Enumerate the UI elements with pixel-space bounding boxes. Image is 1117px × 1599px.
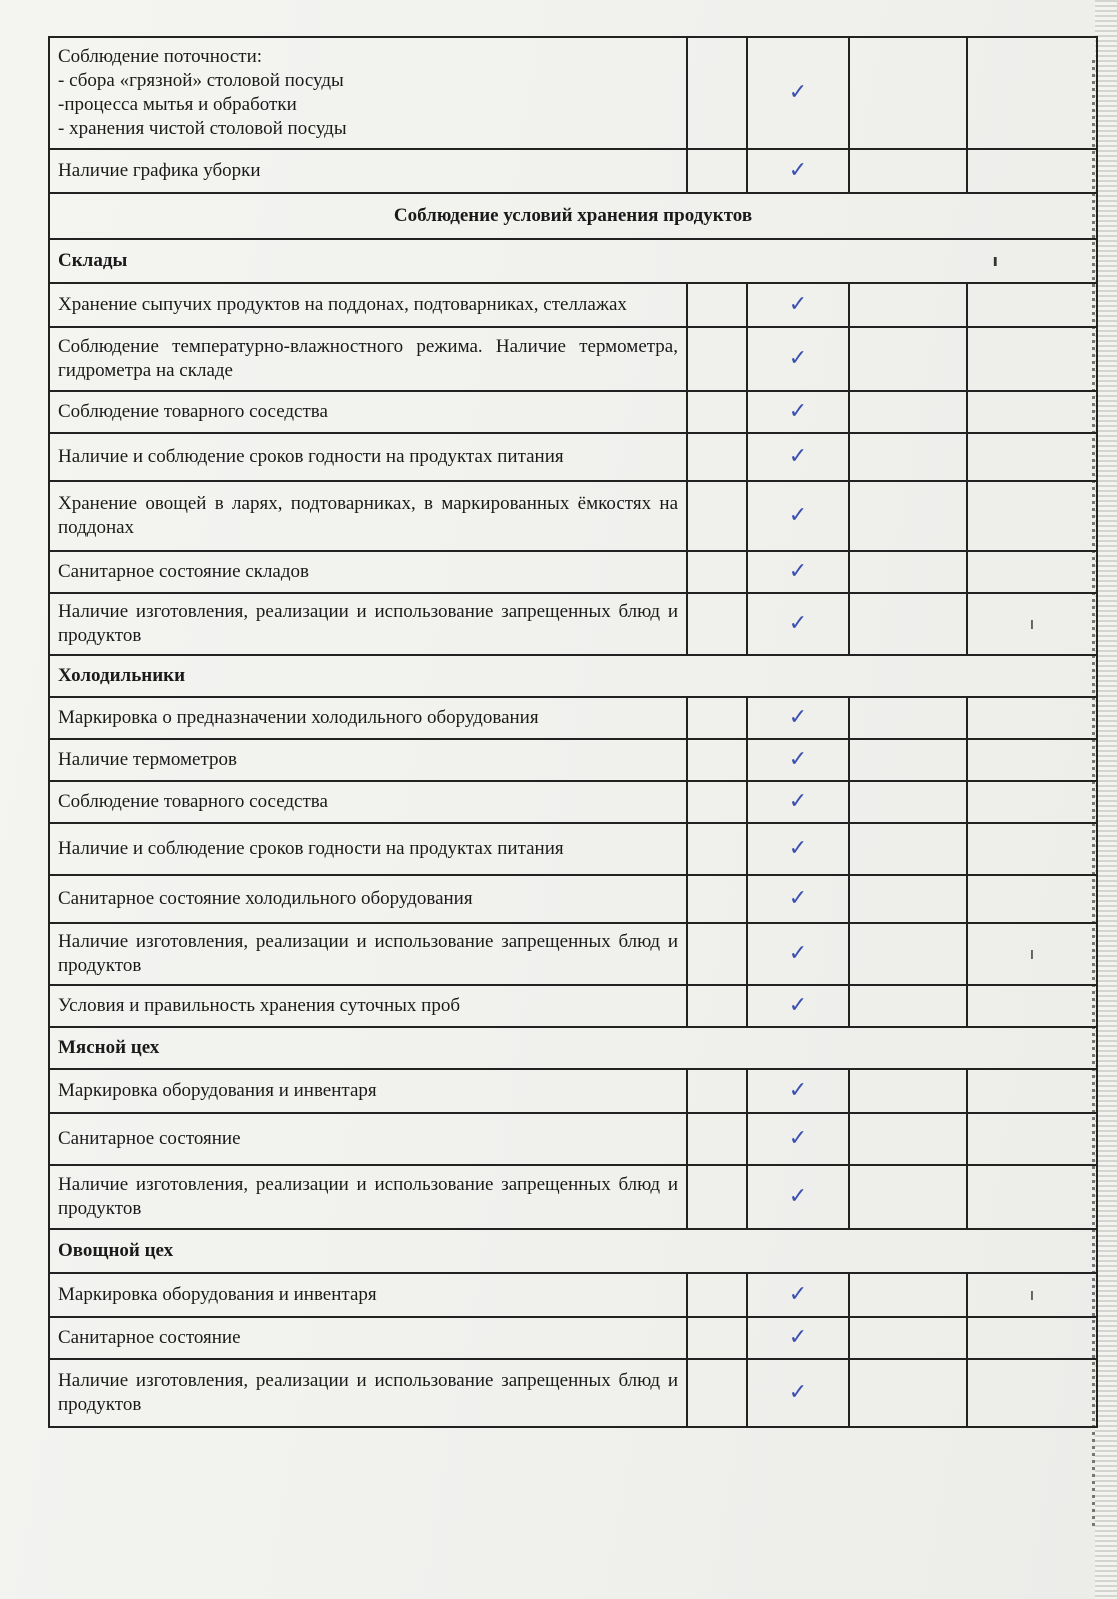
- criterion-text: Наличие изготовления, реализации и использование запрещенных блюд и продуктов: [58, 1174, 678, 1219]
- empty-cell: [687, 283, 747, 327]
- checkmark-icon: ✓: [788, 611, 808, 636]
- tick-cell: [967, 875, 1097, 923]
- handwritten-tick: ı: [1029, 614, 1035, 633]
- section-header-row: [49, 655, 1097, 697]
- empty-cell: [687, 149, 747, 193]
- empty-cell: [687, 1273, 747, 1317]
- tick-cell: [967, 1317, 1097, 1359]
- criterion-cell: [49, 1113, 687, 1165]
- criterion-text: Маркировка оборудования и инвентаря: [58, 1284, 377, 1305]
- checkmark-icon: ✓: [788, 1282, 808, 1307]
- criterion-text: Наличие изготовления, реализации и использование запрещенных блюд и продуктов: [58, 931, 678, 976]
- section-header-row: [49, 1027, 1097, 1069]
- section-header-row: [49, 239, 1097, 283]
- tick-cell: [967, 923, 1097, 985]
- empty-cell: [849, 823, 967, 875]
- criterion-cell: [49, 1273, 687, 1317]
- section-title: [49, 1027, 1097, 1069]
- empty-cell: [849, 593, 967, 655]
- checkmark-icon: ✓: [788, 789, 808, 814]
- criterion-text: Наличие изготовления, реализации и использование запрещенных блюд и продуктов: [58, 601, 678, 646]
- tick-cell: [967, 1113, 1097, 1165]
- handwritten-tick: ı: [1029, 1285, 1035, 1304]
- empty-cell: [849, 781, 967, 823]
- empty-cell: [687, 697, 747, 739]
- criterion-text: Санитарное состояние складов: [58, 561, 309, 582]
- table-row: [49, 1069, 1097, 1113]
- empty-cell: [687, 1165, 747, 1229]
- checkmark-cell: [747, 149, 849, 193]
- criterion-text: - хранения чистой столовой посуды: [58, 118, 347, 139]
- checkmark-icon: ✓: [788, 292, 808, 317]
- table-row: [49, 875, 1097, 923]
- tick-cell: [967, 1359, 1097, 1427]
- section-label: Холодильники: [58, 665, 186, 686]
- empty-cell: [687, 481, 747, 551]
- tick-cell: [967, 433, 1097, 481]
- checkmark-icon: ✓: [788, 993, 808, 1018]
- checkmark-cell: [747, 593, 849, 655]
- empty-cell: [849, 1165, 967, 1229]
- checkmark-icon: ✓: [788, 80, 808, 105]
- checkmark-cell: [747, 391, 849, 433]
- checkmark-cell: [747, 1165, 849, 1229]
- criterion-cell: [49, 697, 687, 739]
- checkmark-cell: [747, 1359, 849, 1427]
- empty-cell: [687, 37, 747, 149]
- checkmark-icon: ✓: [788, 1126, 808, 1151]
- table-row: [49, 149, 1097, 193]
- handwritten-tick: ı: [1029, 944, 1035, 963]
- empty-cell: [849, 327, 967, 391]
- empty-cell: [849, 1359, 967, 1427]
- checkmark-icon: ✓: [788, 1325, 808, 1350]
- tick-cell: [967, 739, 1097, 781]
- checkmark-icon: ✓: [788, 444, 808, 469]
- tick-cell: [967, 1165, 1097, 1229]
- paper-edge: [1095, 0, 1117, 1599]
- table-row: [49, 1273, 1097, 1317]
- criterion-text: -процесса мытья и обработки: [58, 94, 297, 115]
- checkmark-cell: [747, 551, 849, 593]
- checkmark-cell: [747, 37, 849, 149]
- checkmark-icon: ✓: [788, 346, 808, 371]
- group-title: [49, 193, 1097, 239]
- table-row: [49, 283, 1097, 327]
- empty-cell: [849, 37, 967, 149]
- criterion-cell: [49, 1317, 687, 1359]
- section-label: Овощной цех: [58, 1240, 174, 1261]
- empty-cell: [849, 551, 967, 593]
- criterion-cell: [49, 823, 687, 875]
- criterion-cell: [49, 551, 687, 593]
- tick-cell: [967, 593, 1097, 655]
- table-row: [49, 697, 1097, 739]
- checkmark-cell: [747, 1113, 849, 1165]
- tick-cell: [967, 781, 1097, 823]
- tick-cell: [967, 1273, 1097, 1317]
- checkmark-icon: ✓: [788, 705, 808, 730]
- empty-cell: [849, 1273, 967, 1317]
- empty-cell: [687, 985, 747, 1027]
- empty-cell: [687, 593, 747, 655]
- empty-cell: [849, 739, 967, 781]
- empty-cell: [849, 1113, 967, 1165]
- criterion-text: Маркировка о предназначении холодильного оборудования: [58, 707, 539, 728]
- empty-cell: [849, 481, 967, 551]
- criterion-text: Наличие и соблюдение сроков годности на продуктах питания: [58, 838, 564, 859]
- checkmark-icon: ✓: [788, 1380, 808, 1405]
- criterion-cell: [49, 481, 687, 551]
- criterion-cell: [49, 985, 687, 1027]
- empty-cell: [687, 1069, 747, 1113]
- tick-cell: [967, 551, 1097, 593]
- criterion-text: - сбора «грязной» столовой посуды: [58, 70, 344, 91]
- table-row: [49, 391, 1097, 433]
- criterion-text: Санитарное состояние: [58, 1128, 241, 1149]
- checkmark-cell: [747, 739, 849, 781]
- checkmark-icon: ✓: [788, 941, 808, 966]
- criterion-cell: [49, 593, 687, 655]
- table-row: [49, 985, 1097, 1027]
- section-label: Мясной цех: [58, 1037, 160, 1058]
- criterion-text: Наличие графика уборки: [58, 160, 261, 181]
- empty-cell: [687, 433, 747, 481]
- table-row: [49, 593, 1097, 655]
- criterion-text: Хранение овощей в ларях, подтоварниках, в маркированных ёмкостях на поддонах: [58, 493, 678, 538]
- checkmark-cell: [747, 433, 849, 481]
- section-title: [49, 655, 1097, 697]
- criterion-cell: [49, 149, 687, 193]
- empty-cell: [687, 1359, 747, 1427]
- empty-cell: [687, 923, 747, 985]
- empty-cell: [849, 1069, 967, 1113]
- criterion-text: Санитарное состояние: [58, 1327, 241, 1348]
- handwritten-tick: ı: [992, 251, 998, 270]
- table-row: [49, 37, 1097, 149]
- tick-cell: [967, 37, 1097, 149]
- inspection-checklist-table: [48, 36, 1098, 1428]
- empty-cell: [687, 1317, 747, 1359]
- checkmark-cell: [747, 923, 849, 985]
- criterion-cell: [49, 1359, 687, 1427]
- tick-cell: [967, 481, 1097, 551]
- criterion-text: Соблюдение товарного соседства: [58, 401, 328, 422]
- empty-cell: [687, 551, 747, 593]
- checkmark-cell: [747, 283, 849, 327]
- criterion-cell: [49, 1165, 687, 1229]
- checkmark-cell: [747, 481, 849, 551]
- checklist-body: [49, 37, 1097, 1427]
- table-row: [49, 923, 1097, 985]
- criterion-cell: [49, 875, 687, 923]
- empty-cell: [849, 923, 967, 985]
- checkmark-cell: [747, 1069, 849, 1113]
- criterion-cell: [49, 781, 687, 823]
- tick-cell: [967, 283, 1097, 327]
- empty-cell: [849, 875, 967, 923]
- checkmark-cell: [747, 781, 849, 823]
- checkmark-cell: [747, 1317, 849, 1359]
- section-label: Соблюдение условий хранения продуктов: [393, 205, 753, 226]
- empty-cell: [849, 433, 967, 481]
- checkmark-cell: [747, 1273, 849, 1317]
- checkmark-icon: ✓: [788, 503, 808, 528]
- checkmark-cell: [747, 875, 849, 923]
- section-title: [49, 239, 1097, 283]
- group-header-row: [49, 193, 1097, 239]
- table-row: [49, 433, 1097, 481]
- criterion-cell: [49, 283, 687, 327]
- criterion-cell: [49, 391, 687, 433]
- empty-cell: [849, 1317, 967, 1359]
- section-header-row: [49, 1229, 1097, 1273]
- checkmark-icon: ✓: [788, 559, 808, 584]
- checkmark-icon: ✓: [788, 158, 808, 183]
- tick-cell: [967, 149, 1097, 193]
- empty-cell: [849, 985, 967, 1027]
- tick-cell: [967, 823, 1097, 875]
- criterion-text: Маркировка оборудования и инвентаря: [58, 1080, 377, 1101]
- checkmark-cell: [747, 697, 849, 739]
- empty-cell: [849, 697, 967, 739]
- empty-cell: [849, 283, 967, 327]
- checkmark-cell: [747, 327, 849, 391]
- table-row: [49, 823, 1097, 875]
- empty-cell: [687, 391, 747, 433]
- empty-cell: [687, 739, 747, 781]
- criterion-text: Наличие и соблюдение сроков годности на продуктах питания: [58, 446, 564, 467]
- criterion-cell: [49, 923, 687, 985]
- table-row: [49, 481, 1097, 551]
- table-row: [49, 739, 1097, 781]
- section-label: Склады: [58, 250, 128, 271]
- table-row: [49, 1359, 1097, 1427]
- empty-cell: [849, 391, 967, 433]
- criterion-cell: [49, 37, 687, 149]
- checkmark-cell: [747, 985, 849, 1027]
- criterion-text: Хранение сыпучих продуктов на поддонах, подтоварниках, стеллажах: [58, 294, 627, 315]
- empty-cell: [687, 327, 747, 391]
- checkmark-icon: ✓: [788, 747, 808, 772]
- criterion-cell: [49, 327, 687, 391]
- criterion-text: Соблюдение товарного соседства: [58, 791, 328, 812]
- criterion-text: Наличие термометров: [58, 749, 237, 770]
- criterion-cell: [49, 739, 687, 781]
- tick-cell: [967, 391, 1097, 433]
- checkmark-icon: ✓: [788, 886, 808, 911]
- table-row: [49, 781, 1097, 823]
- table-row: [49, 551, 1097, 593]
- empty-cell: [687, 875, 747, 923]
- empty-cell: [687, 823, 747, 875]
- checkmark-icon: ✓: [788, 1078, 808, 1103]
- empty-cell: [849, 149, 967, 193]
- criterion-cell: [49, 433, 687, 481]
- table-row: [49, 1165, 1097, 1229]
- checkmark-icon: ✓: [788, 1184, 808, 1209]
- tick-cell: [967, 985, 1097, 1027]
- criterion-text: Условия и правильность хранения суточных проб: [58, 995, 460, 1016]
- checkmark-cell: [747, 823, 849, 875]
- criterion-text: Соблюдение температурно-влажностного режима. Наличие термометра, гидрометра на складе: [58, 336, 678, 381]
- empty-cell: [687, 781, 747, 823]
- criterion-text: Санитарное состояние холодильного оборудования: [58, 888, 473, 909]
- tick-cell: [967, 697, 1097, 739]
- table-row: [49, 1317, 1097, 1359]
- criterion-text: Соблюдение поточности:: [58, 46, 263, 67]
- section-title: [49, 1229, 1097, 1273]
- criterion-cell: [49, 1069, 687, 1113]
- table-row: [49, 327, 1097, 391]
- empty-cell: [687, 1113, 747, 1165]
- checkmark-icon: ✓: [788, 399, 808, 424]
- table-row: [49, 1113, 1097, 1165]
- tick-cell: [967, 1069, 1097, 1113]
- checkmark-icon: ✓: [788, 836, 808, 861]
- criterion-text: Наличие изготовления, реализации и использование запрещенных блюд и продуктов: [58, 1370, 678, 1415]
- tick-cell: [967, 327, 1097, 391]
